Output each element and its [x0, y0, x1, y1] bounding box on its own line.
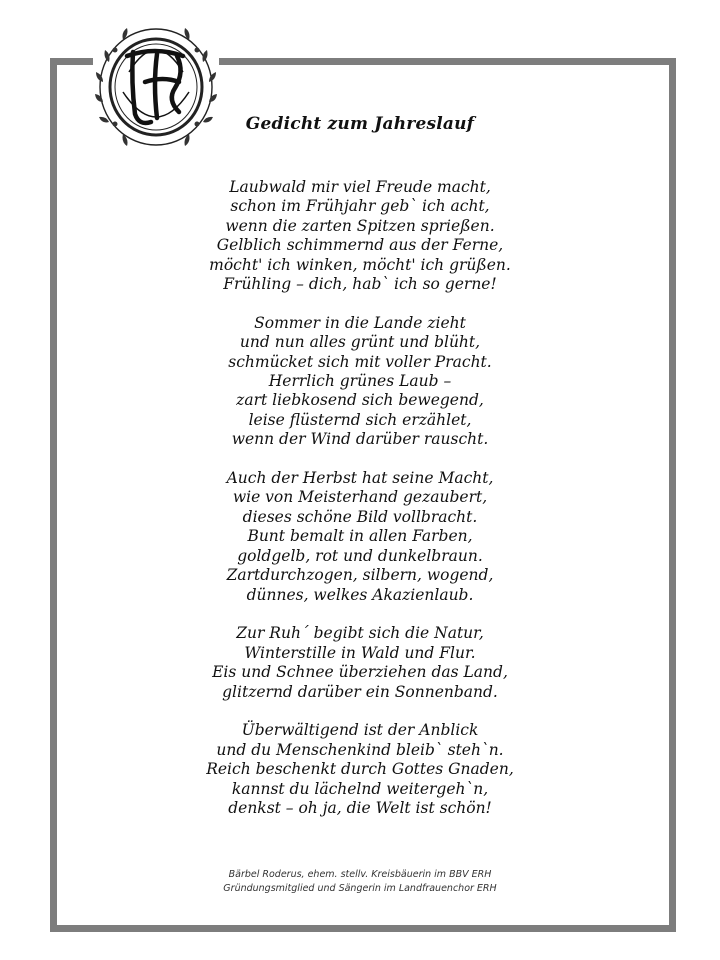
stanza: [110, 314, 610, 450]
poem-line: Eis und Schnee überziehen das Land,: [212, 663, 508, 682]
poem-line: denkst – oh ja, die Welt ist schön!: [228, 798, 492, 817]
poem-line: Zartdurchzogen, silbern, wogend,: [226, 566, 494, 585]
poem-line: Überwältigend ist der Anblick: [241, 721, 479, 740]
poem-line: möcht' ich winken, möcht' ich grüßen.: [209, 255, 511, 274]
poem-line: Reich beschenkt durch Gottes Gnaden,: [206, 760, 514, 779]
poem-line: dünnes, welkes Akazienlaub.: [246, 585, 474, 604]
poem-line: Frühling – dich, hab` ich so gerne!: [223, 275, 497, 294]
poem-line: kannst du lächelnd weitergeh`n,: [231, 779, 489, 798]
poem-line: wie von Meisterhand gezaubert,: [232, 488, 488, 507]
poem-line: Winterstille in Wald und Flur.: [244, 643, 476, 662]
author-credit-line: Bärbel Roderus, ehem. stellv. Kreisbäuerin im BBV ERH: [228, 869, 492, 880]
poem-line: Herrlich grünes Laub –: [268, 372, 452, 391]
poem-line: glitzernd darüber ein Sonnenband.: [222, 682, 498, 701]
poem-line: wenn die zarten Spitzen sprießen.: [225, 216, 495, 235]
poem-body: [110, 178, 610, 818]
author-credit-line: Gründungsmitglied und Sängerin im Landfrauenchor ERH: [223, 883, 497, 894]
stanza: [110, 178, 610, 294]
poem-line: und nun alles grünt und blüht,: [239, 333, 481, 352]
poem-line: Laubwald mir viel Freude macht,: [229, 178, 491, 196]
poem-line: wenn der Wind darüber rauscht.: [231, 430, 489, 449]
poem-line: zart liebkosend sich bewegend,: [236, 391, 484, 410]
poem-title: Gedicht zum Jahreslauf: [245, 114, 475, 134]
poem-line: dieses schöne Bild vollbracht.: [242, 507, 478, 526]
poem-line: Gelblich schimmernd aus der Ferne,: [216, 236, 504, 255]
stanza: [110, 624, 610, 702]
poem-line: Sommer in die Lande zieht: [254, 313, 466, 332]
poem-line: Auch der Herbst hat seine Macht,: [226, 469, 494, 488]
poem-line: Zur Ruh´ begibt sich die Natur,: [236, 624, 484, 643]
poem-line: schmücket sich mit voller Pracht.: [228, 352, 492, 371]
poem-line: goldgelb, rot und dunkelbraun.: [237, 546, 483, 565]
stanza: [110, 469, 610, 605]
author-credit: [110, 868, 610, 896]
poem-line: Bunt bemalt in allen Farben,: [247, 527, 473, 546]
poem-line: schon im Frühjahr geb` ich acht,: [230, 197, 490, 216]
poem-line: und du Menschenkind bleib` steh`n.: [216, 740, 504, 759]
poem-line: leise flüsternd sich erzählet,: [248, 410, 472, 429]
stanza: [110, 721, 610, 818]
